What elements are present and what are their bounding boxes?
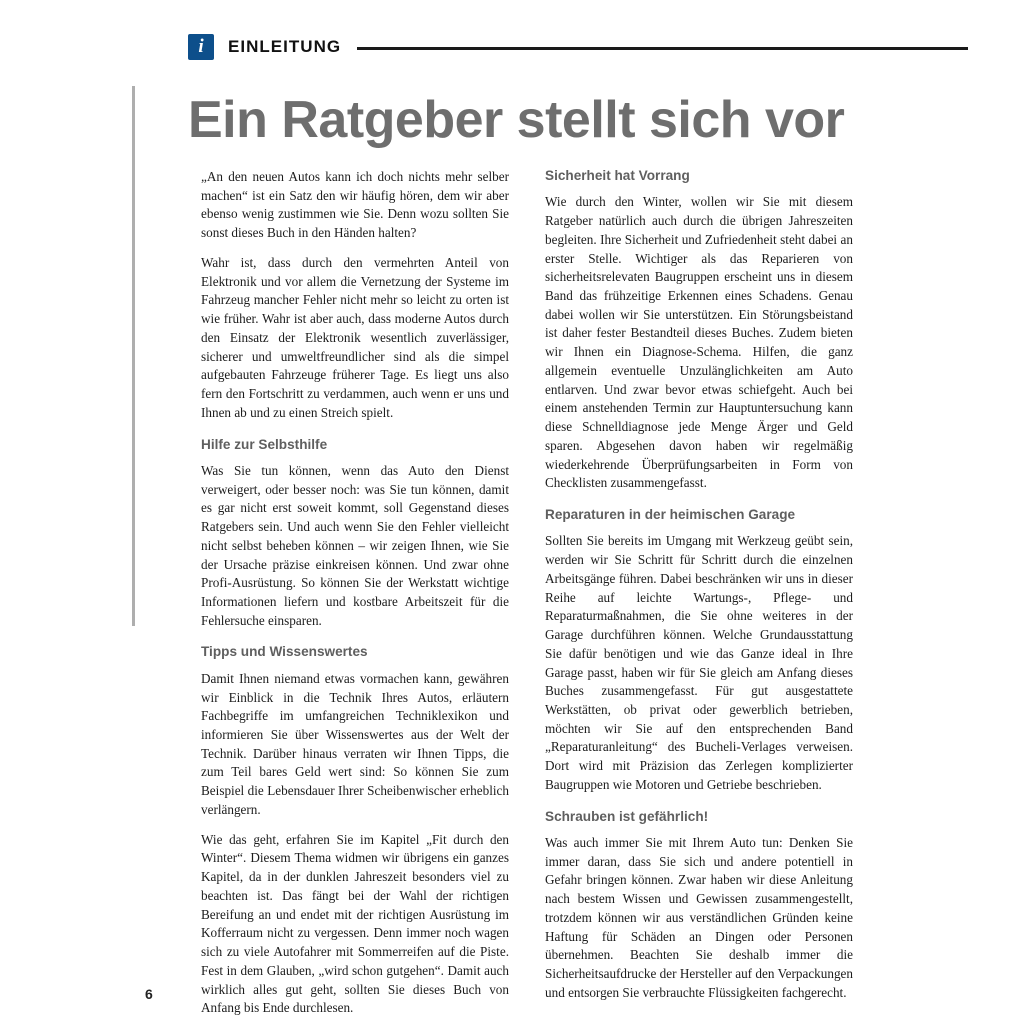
subheading-hilfe-zur-selbsthilfe: Hilfe zur Selbsthilfe xyxy=(201,436,328,452)
body-columns xyxy=(201,168,968,1029)
subheading-sicherheit-hat-vorrang: Sicherheit hat Vorrang xyxy=(545,168,690,183)
left-column xyxy=(201,168,509,1029)
right-column xyxy=(545,168,853,1029)
paragraph: Wie das geht, erfahren Sie im Kapitel „Fit durch den Winter“. Diesem Thema widmen wir übrigens ein ganzes Kapitel, da in der dunklen Jahreszeit besonders viel zu beachten ist. Das fängt bei der Wahl der richtigen Bereifung an und endet mit der richtigen Ausrüstung im Kofferraum nicht zu vergessen. Denn immer noch wagen sich zu viele Autofahrer mit Sommerreifen auf die Piste. Fest in dem Glauben, „wird schon gutgehen“. Damit auch wirklich alles gut geht, sollten Sie dieses Buch von Anfang bis Ende durchlesen. xyxy=(201,831,509,1016)
paragraph: Sollten Sie bereits im Umgang mit Werkzeug geübt sein, werden wir Sie Schritt für Schritt durch die einzelnen Arbeitsgänge führen. Dabei beschränken wir uns in dieser Reihe auf leichte Wartungs-, Pflege- und Reparaturmaßnahmen, die Sie ohne weiteres in der Garage durchführen können. Welche Grundausstattung Sie dafür benötigen und wie das Ganze ideal in Ihre Garage passt, haben wir für Sie gleich am Anfang dieses Buches zusammengefasst. Für gut ausgestattete Werkstätten, ob privat oder gewerblich betrieben, möchten wir Sie auf den entsprechenden Band „Reparaturanleitung“ des Bucheli-Verlages verweisen. Dort wird mit Präzision das Zerlegen komplizierter Baugruppen wie Motoren und Getriebe beschrieben. xyxy=(545,533,853,792)
section-header xyxy=(188,34,968,60)
paragraph: „An den neuen Autos kann ich doch nichts mehr selber machen“ ist ein Satz den wir häufig hören, dem wir aber ebenso wenig zustimmen wie Sie. Denn wozu sollten Sie sonst dieses Buch in den Händen halten? xyxy=(201,169,509,241)
paragraph: Wie durch den Winter, wollen wir Sie mit diesem Ratgeber natürlich auch durch die übrigen Jahreszeiten begleiten. Ihre Sicherheit und Zufriedenheit steht dabei an erster Stelle. Wichtiger als das Reparieren von sicherheitsrelevaten Baugruppen erscheint uns in diesem Band das frühzeitige Erkennen eines Schadens. Genau dabei wollen wir Sie unterstützen. Ein Störungsbeistand ist daher fester Bestandteil dieses Buches. Zudem bieten wir Ihnen ein Diagnose-Schema. Hilfen, die ganz allgemein eventuelle Unzulänglichkeiten am Auto entlarven. Und zwar bevor etwas schiefgeht. Auch bei einem anstehenden Termin zur Hauptuntersuchung kann diese Schnelldiagnose jede Menge Ärger und Geld sparen. Abgesehen davon haben wir regelmäßig wiederkehrende Überprüfungsarbeiten in Form von Checklisten zusammengefasst. xyxy=(545,194,853,491)
page-number: 6 xyxy=(145,986,153,1002)
info-icon xyxy=(188,34,214,60)
subheading-schrauben-ist-gefaehrlich: Schrauben ist gefährlich! xyxy=(545,808,709,824)
paragraph: Was Sie tun können, wenn das Auto den Dienst verweigert, oder besser noch: was Sie tun können, damit es gar nicht erst soweit kommt, soll Gegenstand dieses Ratgebers sein. Und auch wenn Sie den Fehler vielleicht nicht selbst beheben können – wir zeigen Ihnen, wie Sie der Ursache präzise einkreisen können. Und zwar ohne Profi-Ausrüstung. So können Sie der Werkstatt wichtige Informationen liefern und kostbare Arbeitszeit für die Fehlersuche einsparen. xyxy=(201,462,509,628)
left-intro-block xyxy=(201,168,509,423)
section-label: EINLEITUNG xyxy=(228,37,342,56)
paragraph: Wahr ist, dass durch den vermehrten Anteil von Elektronik und vor allem die Vernetzung der Systeme im Fahrzeug mancher Fehler nicht mehr so leicht zu orten ist wie früher. Wahr ist aber auch, dass moderne Autos durch den Einsatz der Elektronik wesentlich zuverlässiger, sicherer und umweltfreundlicher sind als die simpel aufgebauten Fahrzeuge früherer Tage. Es liegt uns also fern den Fortschritt zu verdammen, auch wenn er uns und Ihnen ab und zu einen Streich spielt. xyxy=(201,254,509,420)
header-divider xyxy=(357,47,968,50)
paragraph: Was auch immer Sie mit Ihrem Auto tun: Denken Sie immer daran, dass Sie sich und andere potentiell in Gefahr bringen können. Zwar haben wir diese Anleitung nach bestem Wissen und Gewissen zusammengestellt, trotzdem können wir aus verständlichen Gründen keine Haftung für Schäden an Dingen oder Personen übernehmen. Beachten Sie deshalb immer die Sicherheitsaufdrucke der Hersteller auf den Verpackungen und entsorgen Sie verbrauchte Flüssigkeiten fachgerecht. xyxy=(545,834,853,1000)
page-title: Ein Ratgeber stellt sich vor xyxy=(188,91,845,149)
page-title-wrap xyxy=(188,91,964,149)
subheading-tipps-und-wissenswertes: Tipps und Wissenswertes xyxy=(201,644,368,660)
info-icon-glyph: i xyxy=(198,35,204,57)
column-rule xyxy=(132,86,135,626)
right-first-block xyxy=(545,168,853,184)
subheading-reparaturen-in-der-heimischen-garage: Reparaturen in der heimischen Garage xyxy=(545,507,796,523)
paragraph: Damit Ihnen niemand etwas vormachen kann, gewähren wir Einblick in die Technik Ihres Autos, erläutern Fachbegriffe im umfangreichen Techniklexikon und informieren Sie über Wissenswertes aus der Welt der Technik. Darüber hinaus verraten wir Ihnen Tipps, die zum Teil bares Geld wert sind: So können Sie zum Beispiel die Lebensdauer Ihrer Scheibenwischer erheblich verlängern. xyxy=(201,670,509,817)
